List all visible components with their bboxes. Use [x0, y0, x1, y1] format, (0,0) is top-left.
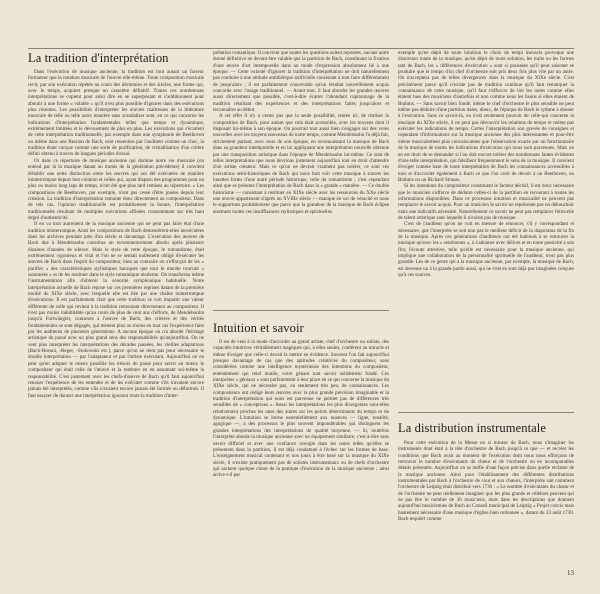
section-title-tradition: La tradition d'interprétation	[28, 51, 169, 65]
paragraph: Dans l'exécution de musique ancienne, la tradition est tout autant un facteur formateur que la notation musicale de l'œuvre elle-même. Toute composition musicale revit, par son exécution répétée au cours des décennies et des siècles, une forme qui, avec le temps, acquiert presque un caractère définitif. Toutes ces nombreuses interprétations se copient pour ainsi dire en se superposant et s'additionnent pour aboutir à une forme « valable » qu'il n'est plus possible d'ignorer dans des exécutions plus récentes. Les possibilités d'interpréter les œuvres maîtresses de la littérature musicale de telle ou telle autre manière sans scandaliser sont, en ce qui concerne les indications d'interprétation fondamentales telles que tempo et dynamique, extrêmement limitées et le dévouement de plus en plus. Les exécutions qui s'écartent de cette interprétation traditionnelle, par exemple dans une symphonie de Beethoven ou même dans une Passion de Bach, sont ressenties par l'auditeur comme un choc, la tradition étant conçue comme une sorte de purification, de cristallisation d'un critère défini obtenu à travers de longues périodes d'essai.	[28, 69, 204, 158]
section-title-distribution: La distribution instrumentale	[398, 421, 547, 435]
text-column-2-top	[213, 50, 389, 308]
paragraph: A cet effet il n'y a certes pas que la seule possibilité, tentée ici, de réaliser la composition de Bach, pour autant que cela était accessible, avec les moyens dont il disposait lui-même à son époque. On pourrait tout aussi bien s'engager sur des voies nouvelles avec les moyens nouveaux de notre temps, comme Mendelssohn l'a déjà fait, strictement parlant, avec ceux de son époque, en reconnaissant la musique de Bach dans sa grandeur intemporelle et en lui appliquant une interprétation nouvelle obtenue par une transposition artistique dans l'époque de Mendelssohn lui-même. Ce sont de telles interprétations que nous devrions justement aujourd'hui tout en droit d'attendre d'un artiste créateur. Mais ce qu'on ne devrait vraiment pas tolérer, ce sont ces exécutions semi-historiques de Bach qui nous font voir cette musique à travers les lunettes fortes d'une autre période historique, celle du romantisme ; c'est cependant ainsi que se présente l'interprétation de Bach dans la « grande » manière. — Ce double historisme — consistant à restituer en XIXe siècle avec les ressources du XXe siècle une œuvre appartenant d'après au XVIIIe siècle — manque en soi de véracité et nous le supportons probablement que parce que la grandeur de la musique de Bach éclipse aisément toutes ces insuffisances stylistiques et spirituelles.	[213, 113, 389, 215]
paragraph: Si les intentions du compositeur constituent le facteur décisif, il est donc nécessaire que le musicien s'efforce de déduire celles-ci de la partition en recourant à toutes les informations disponibles. Dans ce processus intuition et musicalité ne peuvent pas remplacer le savoir acquis. Pour un musicien le savoir ne représente pas un débouchoir mais une indicatifs nécessité. Naturellement ce savoir ne peut pas remplacer l'étincelle de talent artistique sans laquelle il n'existe pas de musique.	[398, 183, 574, 221]
section-rule-intuition	[213, 310, 389, 311]
paragraph: Il est de veut à la mode d'accorder au grand artiste, chef d'orchestre ou soliste, des capacités intuitives véritablement magiques qui, à elles seules, conférent au miracle et même d'exiger que celle-ci devait la mettre en évidence. Souvent l'on fait aujourd'hui presque davantage de cas que des aptitudes créatrices du compositeur, sous considérées comme une intelligence mystérieuse des intentions du compositeur, entendement qui rend inutile, voire gênant tout savoir solidement fondé. Ces interprètes « géniaux » sont parfaitement à leur place en ce qui concerne la musique du XIXe siècle, qui ne nécessite pas, ou seulement très peu, de connaissances. Les compositeurs ont rédigé leurs œuvres avec la plus grande précision imaginable et la tradition d'interprétation qui nous est parvenue ne permet pas de différences très sensibles de « conceptions ». Aussi les interprétations les plus divergentes sont-elles relativement proches les unes des autres sur les points déterminants du tempo et du dynamique. L'intuition se borne essentiellement aux nuances — ligne, tonalité, agogique —, à des processus le plus souvent impondérables qui distinguent les grandes interprétations des interprétations de qualité moyenne. — Si, toutefois l'interprète aborde la musique ancienne avec un équipement similaire, c'est-à-dire sans savoir difficiel et avec une confiance aveugle dans les notes telles qu'elles se présentent dans la partition, il est déjà condamné à l'échec sur les formes de base. L'enseignement musical contenant et nos jours à être basé sur la musique du XIXe siècle, il n'existe pratiquement pas de solistes instrumentaux ou de chefs d'orchestre qui sachent quelque chose de la pratique d'exécution de la musique ancienne ; ainsi arrive-t-il par	[213, 339, 389, 479]
paragraph: Il en va tout autrement de la musique ancienne qui ne peut pas faire état d'une tradition ininterrompue. Ainsi les compositions de Bach demeurèrent-elles inexécutées dans les archives pendant près d'un siècle et davantage. L'exécution des œuvres de Bach due à Mendelssohn constitua un recommencement absolu après plusieurs dizaines d'années de silence. Mais le style de cette époque, le romantisme, était extrêmement vigoureux et vital et l'on ne se sentait nullement obligé d'exécuter les œuvres de Bach dans l'esprit du compositeur, bien au contraire on s'efforçait de les « purifier » des caractéristiques stylistiques baroques que tout le monde trouvait « surannées » et de les restituer dans le style romantique moderne. On transforma même l'instrumentation afin d'obtenir la sonorité symphonique habituelle. Notre interprétation actuelle de Bach repose sur ces premières reprises datant de la première moitié du XIXe siècle, avec lesquelle elle est liée par une chaîne ininterrompue d'exécutions. Il est parfaitement clair que cette tradition se voit impartir une valeur différente de celle qui revient à la tradition remontant directement au compositeur. Il n'est pas moins indubitable qu'au cours de plus de cent ans d'efforts, de Mendelssohn jusqu'à Furtwängler, connexes à l'œuvre de Bach, des critères et des vérités fondamentales se sont dégagés, qui mènent plus ou moins en tout cas l'expérience faite par les auditeurs de plusieurs générations. A aucune époque on n'a abordé l'héritage artistique du passé avec un plus grand sens des responsabilités qu'aujourd'hui. On ne veut plus interpréter les interprétations des décades passées, les vieilles adaptations (Bach-Busoni, -Reger, -Stokowski etc.), parce qu'on ne tient pas pour nécessaire le double interprétation — par l'adaptateur et par l'artiste exécutant. Aujourd'hui on en peut qu'en adopter le mieux possible les trésors du passé pour servir au mieux le compositeur qui était celle de l'œuvre et la restituer en en assumant soi-même la responsabilité. C'est justement avec les chefs-d'œuvre de Bach qu'il faut aujourd'hui renouer l'expérience de les entendre et de les exécuter comme s'ils n'avaient encore jamais été interprétés, comme s'ils n'avaient encore jamais été formés ou déformés. Il faut essayer de donner une interprétation ignorant toute la tradition d'inter-	[28, 221, 204, 399]
paragraph: Pour cette exécution de la Messe en si mineur de Bach, nous s'imaginer les instruments dont était à la tête d'orchestre de Bach jusqu'à ce que — et recréer les conditions que Bach avait au moment de l'exécution dont nous nous efforçons de retrouver le nombre d'exécutants du chœur et de l'orchestre ou en incomparables détails présentés. Aujourd'hui on se méfie d'une façon précise dans quelle réclame de la musique ancienne. Ainsi pour l'établissement des différentes distributions instrumentales par Bach à l'orchestre de cour et aux chœurs, l'interprète sait comment l'orchestre de Leipzig était distribué vers 1730 : « Le nombre d'exécutants du chœur et de l'orchestre ne peut réellement imaginer que les plus grands et célèbres peuvent qui ne pas être le nombre de 36 musiciens, mais dans les descriptions que donnent aujourd'hui musiciennes de Bach au Conseil municipal de Leipzig » Projet concis mais hautement nécessaire d'une musique d'église bien ordonnée », datant du 23 août 1730. Bach requiert comme	[398, 440, 574, 523]
top-rule	[28, 48, 574, 49]
section-title-intuition: Intuition et savoir	[213, 321, 304, 335]
paragraph: exemple qu'en dépit de toute intuition le choix de tempi inexacts provoque une distorsion totale de la musique, qu'en dépit de toute solution, les traits ou les formes tant de Bach, les « différences d'exécution » sont si poussées qu'il peut saisonet se produire que le tempo d'un chef d'orchestre soit pris deux fois plus vite par un autre. On n'acceptera pas de telles divergences dans la musique du XIXe siècle. C'est précisément parce qu'il n'existe pas de tradition continue qu'il faut remarquer la connaissance de cette musique, qu'il faut s'efforcer de lire les notes comme elles étaient lues des musiciens d'autrefois et non comme nous les lisons si elles étaient de Brahms. — Sans savoir bien fondé, même le chef d'orchestre le plus sensible ne peut même pas déduire d'une partition dates, dieux, de l'époque de Bach le rythme à donner à l'exécution. Sans ce savoir-là, on n'est seulement pouvoir de celle-qui concerne la musique du XIXe siècle, il ne peut pas découvrir les relations de tempo et même pas exécuter les indications de tempo. Certes l'interprétation son grevée de consignes et cependant d'informations sur la musique ancienne des plus intéressantes et pour-être même musicalement plus convaincantes que l'observation exacte par un fonctionnaire de la musique de toutes les indications d'exécution qui nous sont parvenues. Mais on en est droit de se demander si l'on doit encore tolérer des nombreuses fautes évidentes d'une telle interprétation, qui falsifient fréquemment le sens de la musique. Il convient d'exiger comme base de toute interprétation de Bach les connaissances accessibles à tous et d'accorder également à Bach ce que l'on croit de devoir à un Beethoven, un Brahms ou un Richard Strauss.	[398, 50, 574, 183]
page-number: 13	[567, 569, 574, 577]
text-column-3-top	[398, 50, 574, 410]
paragraph: prétation romantique. Il convient que toutes les questions soient reposées, aucune autre donné définitive ne devant être valable que la partition de Bach, constituant la fixation d'une œuvre d'art intemporelle dans un mode d'expression absolument lié à une époque. — Cette volonté d'ignorer la tradition d'interprétation ne doit naturellement pas conduire à une attitude antithétique artificielle consistant à tout faire différemment de jusqu'alors ; il est parfaitement concevable qu'un résultat nouvellement acquis concorde avec l'usage traditionnel. — Avant tout, il faut aborder les grandes œuvres aussi directement que possible, c'est-à-dire écarter l'abondant capitonnage de la tradition résultant des expériences et des interprétations faites jusqu'alors et reconnaître au début.	[213, 50, 389, 114]
text-column-2-bottom	[213, 339, 389, 574]
paragraph: Or dans ce répertoire de musique ancienne qui domine notre vie musicale (on entend par là la musique datant au moins de la génération précédente) il convient d'établir une nette distinction entre les œuvres qui ont été exécutées de manière ininterrompue depuis leur création et celles qui, ayant disparu des programmes pour un plus ou moins long laps de temps, n'ont été que plus tard remises au répertoire. » Les compositions de Beethoven, par exemple, n'ont pas cessé d'être jouées depuis leur création. La tradition d'interprétation remonte donc directement au compositeur. Dans de tels cas, l'opinion traditionnelle est probablement la bonne, l'interprétation traditionnelle résultant de multiples exécutions affinées constamment sur très haut degré d'authenticité.	[28, 157, 204, 221]
section-rule-distribution	[398, 412, 574, 413]
paragraph: C'est de l'auditeur qu'on ne voit en mesure de renoncer, s'il y correspondant et nécessaire, que l'interprète se soit non pas le meilleur déficit de la diaporama de la fin de la musique. Après ces générations d'auditeurs ont été habitués à se retrouver la musique qu'avec les « sentiments », à s'adonner avec délices et en toute passivité à son flot, l'écoute attentive, telle qu'elle est nécessaire pour la musique ancienne, qui implique une collaboration de la personnalité spirituelle de l'auditeur, n'est pas plus grandie. Les de ce genre qui a la musique ancienne, par exemple, la musique de Bach, est devenue un à la grande partie aussi, qui ne s'est en sont déjà pas imaginées conçues qu'à ces sources.	[398, 221, 574, 279]
text-column-3-bottom	[398, 440, 574, 565]
text-column-1	[28, 69, 204, 569]
